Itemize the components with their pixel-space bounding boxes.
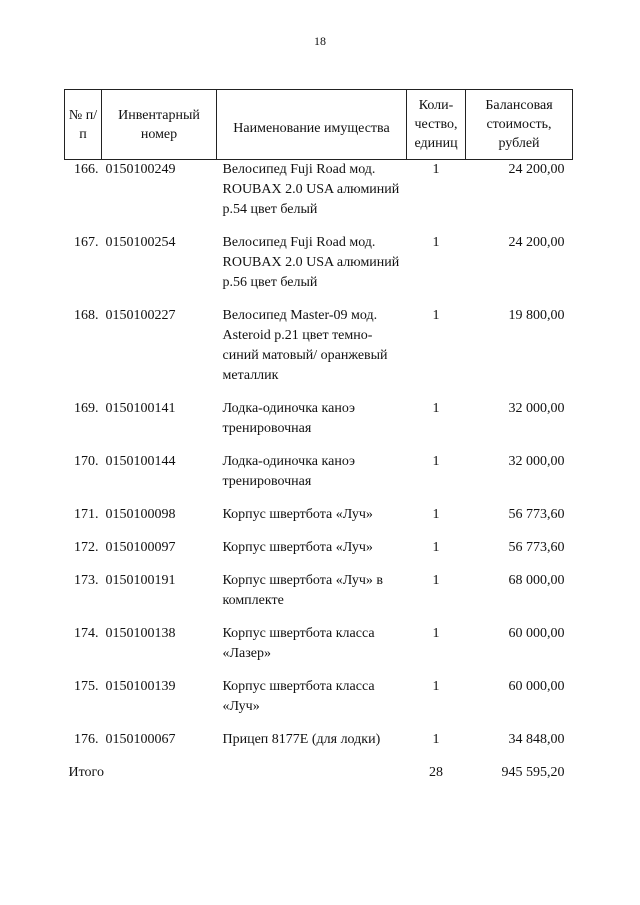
inventory-number: 0150100141 (105, 401, 176, 416)
table-row (65, 452, 573, 505)
item-name: Корпус швертбота «Луч» (222, 507, 373, 522)
inventory-number: 0150100249 (105, 162, 176, 177)
item-cost: 60 000,00 (508, 626, 565, 641)
inventory-number: 0150100138 (105, 626, 176, 641)
inventory-number: 0150100191 (105, 573, 176, 588)
header-quantity: Коли-чество, единиц (407, 90, 466, 160)
table-row (65, 233, 573, 306)
item-name: Лодка-одиночка каноэ тренировочная (222, 401, 355, 436)
table-row (65, 730, 573, 763)
item-quantity: 1 (432, 507, 440, 522)
table-row (65, 306, 573, 399)
item-quantity: 1 (432, 235, 440, 250)
inventory-number: 0150100144 (105, 454, 176, 469)
row-number: 176. (74, 732, 99, 747)
row-number: 166. (74, 162, 99, 177)
table-row (65, 571, 573, 624)
header-inventory-number: Инвентарный номер (102, 90, 217, 160)
item-cost: 56 773,60 (508, 540, 565, 555)
table-header-row (65, 90, 573, 160)
item-cost: 24 200,00 (508, 235, 565, 250)
header-item-name: Наименование имущества (217, 90, 407, 160)
item-cost: 34 848,00 (508, 732, 565, 747)
row-number: 175. (74, 679, 99, 694)
table-row (65, 505, 573, 538)
inventory-number: 0150100139 (105, 679, 176, 694)
item-name: Лодка-одиночка каноэ тренировочная (222, 454, 355, 489)
header-number: № п/п (65, 90, 102, 160)
item-name: Прицеп 8177Е (для лодки) (222, 732, 381, 747)
table-row (65, 624, 573, 677)
row-number: 174. (74, 626, 99, 641)
item-cost: 60 000,00 (508, 679, 565, 694)
row-number: 170. (74, 454, 99, 469)
item-cost: 19 800,00 (508, 308, 565, 323)
item-name: Велосипед Master-09 мод. Asteroid р.21 цвет темно-синий матовый/ оранжевый металлик (222, 308, 388, 383)
table-row (65, 160, 573, 234)
table-row (65, 677, 573, 730)
item-cost: 68 000,00 (508, 573, 565, 588)
item-quantity: 1 (432, 732, 440, 747)
row-number: 172. (74, 540, 99, 555)
item-name: Корпус швертбота «Луч» (222, 540, 373, 555)
page-number: 18 (314, 34, 326, 48)
row-number: 168. (74, 308, 99, 323)
item-quantity: 1 (432, 540, 440, 555)
total-quantity: 28 (429, 765, 443, 780)
row-number: 167. (74, 235, 99, 250)
header-balance-cost: Балансовая стоимость, рублей (466, 90, 573, 160)
inventory-number: 0150100067 (105, 732, 176, 747)
row-number: 171. (74, 507, 99, 522)
item-cost: 32 000,00 (508, 401, 565, 416)
total-cost: 945 595,20 (501, 765, 565, 780)
item-name: Корпус швертбота «Луч» в комплекте (222, 573, 384, 608)
table-row (65, 538, 573, 571)
item-quantity: 1 (432, 679, 440, 694)
item-cost: 24 200,00 (508, 162, 565, 177)
item-quantity: 1 (432, 162, 440, 177)
inventory-table (64, 89, 573, 783)
item-name: Велосипед Fuji Road мод. ROUBAX 2.0 USA алюминий р.54 цвет белый (222, 162, 400, 217)
table-row (65, 399, 573, 452)
item-quantity: 1 (432, 454, 440, 469)
item-cost: 56 773,60 (508, 507, 565, 522)
item-cost: 32 000,00 (508, 454, 565, 469)
row-number: 169. (74, 401, 99, 416)
item-quantity: 1 (432, 626, 440, 641)
table-body (65, 160, 573, 764)
item-quantity: 1 (432, 573, 440, 588)
item-name: Велосипед Fuji Road мод. ROUBAX 2.0 USA алюминий р.56 цвет белый (222, 235, 400, 290)
inventory-number: 0150100097 (105, 540, 176, 555)
item-quantity: 1 (432, 401, 440, 416)
inventory-number: 0150100227 (105, 308, 176, 323)
inventory-number: 0150100254 (105, 235, 176, 250)
item-name: Корпус швертбота класса «Лазер» (222, 626, 375, 661)
row-number: 173. (74, 573, 99, 588)
item-name: Корпус швертбота класса «Луч» (222, 679, 375, 714)
total-row (65, 763, 573, 783)
total-label: Итого (68, 765, 104, 780)
item-quantity: 1 (432, 308, 440, 323)
inventory-number: 0150100098 (105, 507, 176, 522)
